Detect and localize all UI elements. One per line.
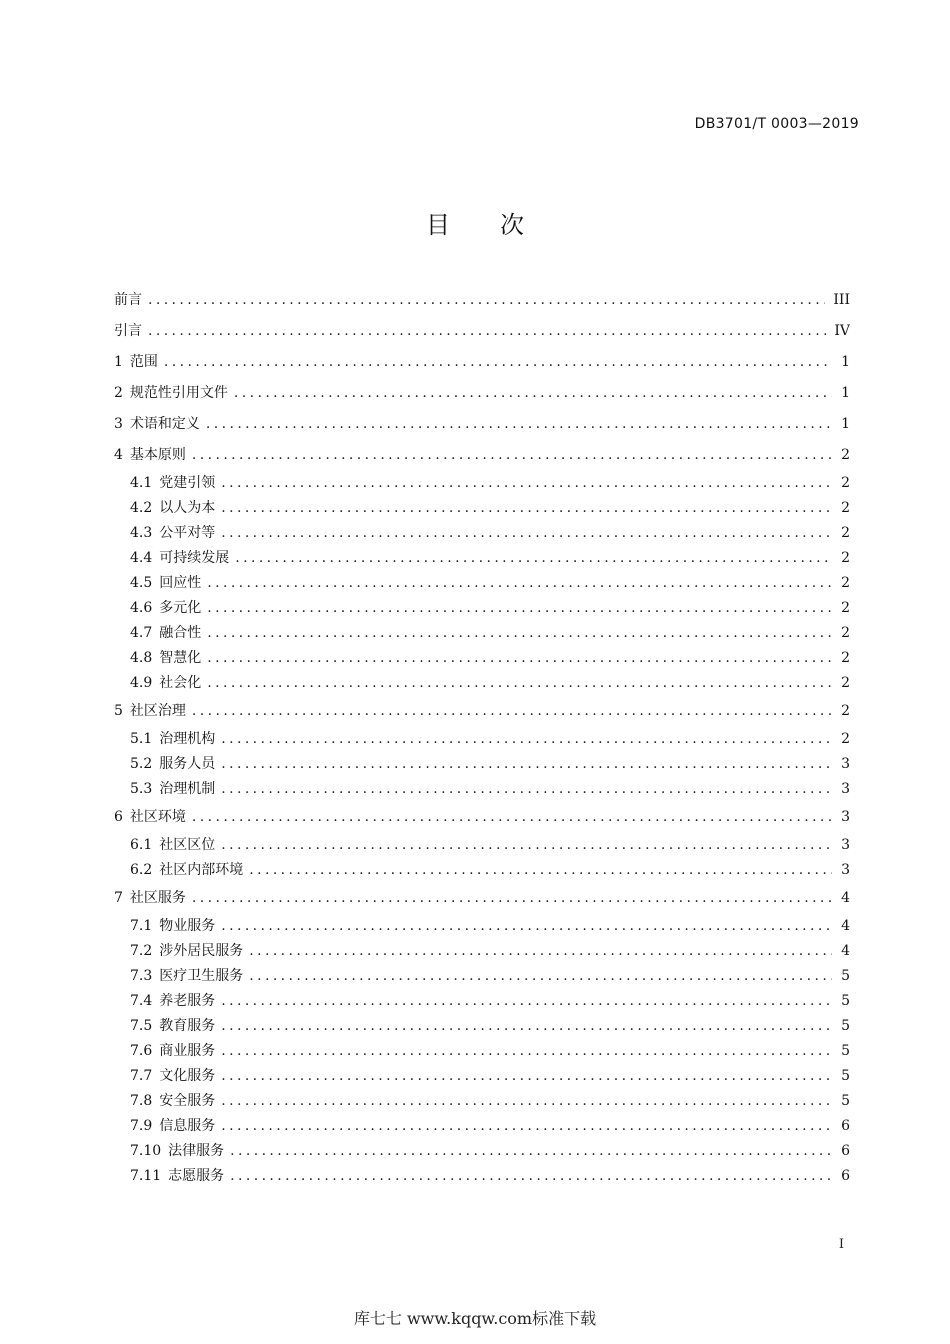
toc-entry[interactable] [114, 802, 850, 833]
toc-entry-page: 6 [841, 1118, 850, 1134]
toc-entry-page: 2 [841, 625, 850, 641]
toc-entry[interactable] [114, 858, 850, 883]
toc-leader-dots [148, 285, 825, 316]
toc-entry-label: 社区内部环境 [159, 862, 244, 878]
toc-entry-label: 回应性 [159, 575, 202, 591]
toc-entry-label: 基本原则 [129, 447, 186, 463]
toc-entry-page: 4 [841, 890, 850, 906]
toc-entry[interactable] [114, 596, 850, 621]
toc-entry-label: 党建引领 [159, 475, 216, 491]
toc-entry-page: 2 [841, 650, 850, 666]
table-of-contents [114, 285, 850, 1189]
toc-entry-page: 4 [841, 918, 850, 934]
toc-entry-number: 3 [114, 416, 123, 432]
page-title-char-1: 目 [426, 211, 450, 239]
toc-entry-number: 4.9 [130, 675, 153, 691]
toc-entry[interactable] [114, 471, 850, 496]
toc-entry-number: 4.4 [130, 550, 153, 566]
page-title [0, 205, 950, 240]
toc-entry-page: 2 [841, 475, 850, 491]
page-number: I [838, 1237, 844, 1252]
toc-leader-dots [221, 777, 832, 802]
toc-entry-page: 2 [841, 731, 850, 747]
toc-entry-label: 养老服务 [159, 993, 216, 1009]
toc-leader-dots [221, 1114, 832, 1139]
toc-entry-number: 7.5 [130, 1018, 153, 1034]
toc-entry-page: 4 [841, 943, 850, 959]
toc-leader-dots [207, 571, 832, 596]
toc-leader-dots [221, 727, 832, 752]
toc-entry-label: 社区环境 [129, 809, 186, 825]
toc-leader-dots [164, 347, 832, 378]
toc-entry-page: 3 [841, 756, 850, 772]
toc-entry-page: 5 [841, 1043, 850, 1059]
toc-leader-dots [221, 914, 832, 939]
toc-entry-number: 4.2 [130, 500, 153, 516]
toc-entry-number: 4.3 [130, 525, 153, 541]
toc-entry-page: 2 [841, 550, 850, 566]
document-code: DB3701/T 0003—2019 [694, 116, 859, 132]
toc-leader-dots [221, 752, 832, 777]
toc-entry-page: 6 [841, 1168, 850, 1184]
toc-entry-label: 法律服务 [168, 1143, 225, 1159]
toc-entry[interactable] [114, 546, 850, 571]
toc-entry-page: 3 [841, 781, 850, 797]
toc-entry-number: 5.3 [130, 781, 153, 797]
toc-entry-label: 治理机构 [159, 731, 216, 747]
toc-leader-dots [221, 521, 832, 546]
toc-entry-number: 7.11 [130, 1168, 162, 1184]
toc-entry-number: 7.9 [130, 1118, 153, 1134]
toc-entry-number: 4.1 [130, 475, 153, 491]
toc-entry[interactable] [114, 989, 850, 1014]
toc-entry-label: 文化服务 [159, 1068, 216, 1084]
toc-entry-label: 安全服务 [159, 1093, 216, 1109]
toc-entry-page: 5 [841, 1018, 850, 1034]
toc-leader-dots [221, 471, 832, 496]
toc-entry-label: 服务人员 [159, 756, 216, 772]
toc-leader-dots [221, 1039, 832, 1064]
toc-entry-number: 6.1 [130, 837, 153, 853]
toc-entry-page: 2 [841, 447, 850, 463]
toc-entry-page: 6 [841, 1143, 850, 1159]
toc-entry[interactable] [114, 347, 850, 378]
toc-leader-dots [234, 378, 832, 409]
toc-entry-label: 涉外居民服务 [159, 943, 244, 959]
toc-entry[interactable] [114, 1139, 850, 1164]
toc-leader-dots [249, 939, 832, 964]
toc-entry-label: 公平对等 [159, 525, 216, 541]
toc-entry[interactable] [114, 496, 850, 521]
toc-leader-dots [207, 671, 832, 696]
toc-entry[interactable] [114, 727, 850, 752]
toc-entry-page: 5 [841, 993, 850, 1009]
toc-entry-label: 社区区位 [159, 837, 216, 853]
toc-entry-label: 智慧化 [159, 650, 202, 666]
toc-entry[interactable] [114, 1089, 850, 1114]
toc-entry-page: 3 [841, 862, 850, 878]
toc-entry-page: 5 [841, 1068, 850, 1084]
toc-entry[interactable] [114, 316, 850, 347]
toc-entry-number: 6.2 [130, 862, 153, 878]
toc-leader-dots [192, 696, 832, 727]
toc-entry-label: 社区治理 [129, 703, 186, 719]
toc-entry-label: 融合性 [159, 625, 202, 641]
toc-entry-page: 2 [841, 675, 850, 691]
toc-entry-label: 社区服务 [129, 890, 186, 906]
toc-entry-page: 2 [841, 575, 850, 591]
toc-entry-number: 1 [114, 354, 123, 370]
toc-entry-number: 6 [114, 809, 123, 825]
toc-entry[interactable] [114, 964, 850, 989]
toc-leader-dots [230, 1164, 832, 1189]
toc-entry-number: 4.5 [130, 575, 153, 591]
toc-entry-number: 4.6 [130, 600, 153, 616]
toc-entry-label: 规范性引用文件 [129, 385, 228, 401]
toc-leader-dots [221, 496, 832, 521]
toc-entry-number: 7 [114, 890, 123, 906]
toc-entry-number: 7.10 [130, 1143, 162, 1159]
toc-leader-dots [249, 964, 832, 989]
toc-leader-dots [207, 646, 832, 671]
toc-entry-number: 7.2 [130, 943, 153, 959]
toc-entry[interactable] [114, 646, 850, 671]
toc-entry-label: 以人为本 [159, 500, 216, 516]
toc-leader-dots [192, 440, 832, 471]
toc-entry[interactable] [114, 1014, 850, 1039]
toc-entry[interactable] [114, 440, 850, 471]
toc-entry-label: 前言 [114, 292, 142, 308]
toc-leader-dots [192, 883, 832, 914]
toc-entry-label: 商业服务 [159, 1043, 216, 1059]
toc-entry-number: 5.1 [130, 731, 153, 747]
toc-entry[interactable] [114, 409, 850, 440]
toc-entry[interactable] [114, 521, 850, 546]
toc-entry-number: 7.4 [130, 993, 153, 1009]
toc-entry[interactable] [114, 1164, 850, 1189]
toc-entry[interactable] [114, 571, 850, 596]
toc-leader-dots [192, 802, 832, 833]
page-title-char-2: 次 [500, 211, 524, 239]
toc-leader-dots [235, 546, 832, 571]
toc-entry-page: 1 [841, 354, 850, 370]
toc-entry-label: 教育服务 [159, 1018, 216, 1034]
toc-entry-page: 5 [841, 968, 850, 984]
toc-entry-label: 术语和定义 [129, 416, 200, 432]
toc-leader-dots [221, 1064, 832, 1089]
toc-entry-page: IV [834, 323, 850, 339]
toc-leader-dots [207, 596, 832, 621]
toc-entry[interactable] [114, 285, 850, 316]
toc-entry-page: 2 [841, 703, 850, 719]
toc-leader-dots [221, 1014, 832, 1039]
toc-entry[interactable] [114, 914, 850, 939]
toc-entry-page: 2 [841, 500, 850, 516]
toc-entry-label: 医疗卫生服务 [159, 968, 244, 984]
toc-leader-dots [221, 989, 832, 1014]
toc-entry[interactable] [114, 696, 850, 727]
toc-entry-number: 2 [114, 385, 123, 401]
toc-entry[interactable] [114, 1114, 850, 1139]
toc-entry-number: 7.3 [130, 968, 153, 984]
toc-entry[interactable] [114, 752, 850, 777]
watermark-text: 库七七 www.kqqw.com标准下载 [353, 1309, 597, 1328]
toc-entry-page: 2 [841, 525, 850, 541]
toc-leader-dots [249, 858, 832, 883]
toc-entry[interactable] [114, 833, 850, 858]
toc-entry[interactable] [114, 939, 850, 964]
toc-entry-label: 物业服务 [159, 918, 216, 934]
toc-entry-label: 范围 [129, 354, 158, 370]
toc-entry-page: 2 [841, 600, 850, 616]
toc-entry-label: 引言 [114, 323, 142, 339]
toc-entry-page: 1 [841, 385, 850, 401]
toc-entry-number: 7.6 [130, 1043, 153, 1059]
toc-entry-page: 3 [841, 809, 850, 825]
toc-entry-number: 4 [114, 447, 123, 463]
toc-leader-dots [206, 409, 832, 440]
toc-leader-dots [221, 833, 832, 858]
toc-entry-label: 多元化 [159, 600, 202, 616]
toc-leader-dots [221, 1089, 832, 1114]
toc-leader-dots [230, 1139, 832, 1164]
toc-entry-page: III [833, 292, 850, 308]
toc-entry-number: 7.8 [130, 1093, 153, 1109]
toc-entry-number: 5.2 [130, 756, 153, 772]
toc-entry-number: 7.1 [130, 918, 153, 934]
toc-entry-number: 7.7 [130, 1068, 153, 1084]
toc-leader-dots [207, 621, 832, 646]
toc-entry-page: 1 [841, 416, 850, 432]
toc-entry-page: 3 [841, 837, 850, 853]
toc-entry[interactable] [114, 1039, 850, 1064]
toc-entry[interactable] [114, 671, 850, 696]
toc-entry-label: 信息服务 [159, 1118, 216, 1134]
toc-entry[interactable] [114, 378, 850, 409]
toc-entry-label: 社会化 [159, 675, 202, 691]
toc-entry[interactable] [114, 621, 850, 646]
toc-entry-label: 治理机制 [159, 781, 216, 797]
toc-leader-dots [148, 316, 826, 347]
toc-entry-number: 4.7 [130, 625, 153, 641]
toc-entry-label: 可持续发展 [159, 550, 230, 566]
toc-entry[interactable] [114, 883, 850, 914]
toc-entry[interactable] [114, 777, 850, 802]
toc-entry-label: 志愿服务 [168, 1168, 225, 1184]
toc-entry-number: 5 [114, 703, 123, 719]
toc-entry[interactable] [114, 1064, 850, 1089]
toc-entry-number: 4.8 [130, 650, 153, 666]
toc-entry-page: 5 [841, 1093, 850, 1109]
